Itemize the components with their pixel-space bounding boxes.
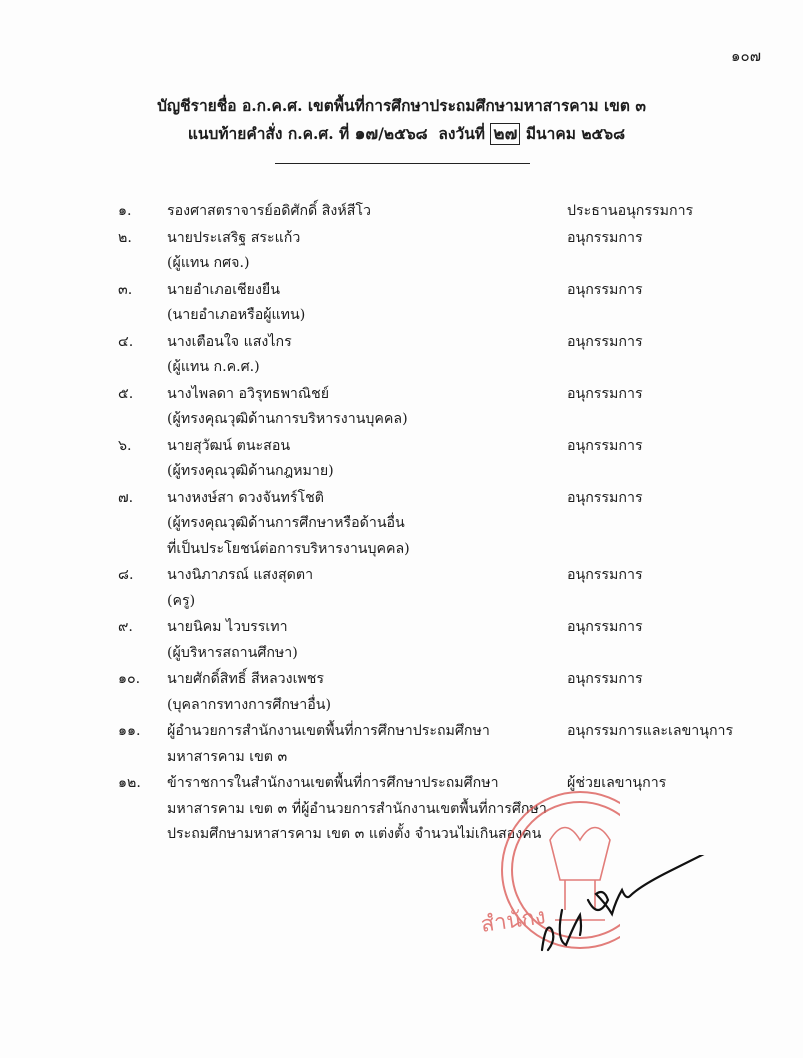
member-number: ๕. <box>118 385 134 402</box>
order-reference <box>0 120 803 148</box>
member-number: ๒. <box>118 229 132 246</box>
document-title: บัญชีรายชื่อ อ.ก.ค.ศ. เขตพื้นที่การศึกษาประถมศึกษามหาสารคาม เขต ๓ <box>157 96 646 115</box>
member-qualification: (ผู้แทน กศจ.) <box>167 255 250 271</box>
member-name: นายนิคม ไวบรรเทา <box>167 619 288 635</box>
member-item <box>0 199 803 225</box>
member-description <box>167 486 562 563</box>
member-description <box>167 667 562 718</box>
order-prefix: แนบท้ายคำสั่ง ก.ค.ศ. ที่ <box>187 124 350 143</box>
date-prefix: ลงวันที่ <box>438 124 486 143</box>
member-description <box>167 719 562 770</box>
member-name: ผู้อำนวยการสำนักงานเขตพื้นที่การศึกษาประถมศึกษา <box>167 723 490 739</box>
date-suffix: มีนาคม ๒๕๖๘ <box>525 124 626 143</box>
member-item <box>0 486 803 563</box>
member-name: นางนิภาภรณ์ แสงสุดตา <box>167 567 314 583</box>
member-role: อนุกรรมการ <box>567 281 643 298</box>
member-qualification: (ผู้ทรงคุณวุฒิด้านการบริหารงานบุคคล) <box>167 411 408 427</box>
member-role: อนุกรรมการและเลขานุการ <box>567 723 734 739</box>
member-item <box>0 771 803 848</box>
member-name: นายอำเภอเชียงยืน <box>167 281 280 298</box>
member-qualification: ที่เป็นประโยชน์ต่อการบริหารงานบุคคล) <box>167 540 410 557</box>
member-description <box>167 199 562 225</box>
member-role: อนุกรรมการ <box>567 333 643 350</box>
member-list <box>0 199 803 849</box>
member-qualification: (ผู้ทรงคุณวุฒิด้านการศึกษาหรือด้านอื่น <box>167 515 405 531</box>
member-number: ๑๒. <box>118 775 141 791</box>
seal-label: สำนักง <box>479 904 548 938</box>
member-name: นายประเสริฐ สระแก้ว <box>167 229 301 246</box>
member-description <box>167 382 562 433</box>
member-qualification: (บุคลากรทางการศึกษาอื่น) <box>167 696 331 713</box>
member-item <box>0 615 803 666</box>
member-role: อนุกรรมการ <box>567 671 643 687</box>
document-header <box>0 92 803 148</box>
member-item <box>0 667 803 718</box>
signature-icon <box>520 855 750 965</box>
member-role: อนุกรรมการ <box>567 619 643 635</box>
member-qualification: ประถมศึกษามหาสารคาม เขต ๓ แต่งตั้ง จำนวนไม่เกินสองคน <box>167 826 542 842</box>
member-qualification: (ผู้แทน ก.ค.ศ.) <box>167 359 260 375</box>
member-name: นายสุวัฒน์ ตนะสอน <box>167 437 291 454</box>
member-name: นางหงษ์สา ดวงจันทร์โชติ <box>167 489 324 506</box>
member-number: ๖. <box>118 437 132 454</box>
member-item <box>0 434 803 485</box>
member-description <box>167 226 562 277</box>
member-role: อนุกรรมการ <box>567 489 643 506</box>
member-role: อนุกรรมการ <box>567 229 643 246</box>
page-number: ๑๐๗ <box>731 47 761 65</box>
order-number: ๑๗ <box>354 124 379 144</box>
member-name: นางไพลดา อวิรุทธพาณิชย์ <box>167 385 330 402</box>
member-number: ๘. <box>118 567 134 583</box>
date-day: ๒๗ <box>490 123 520 145</box>
member-qualification: มหาสารคาม เขต ๓ ที่ผู้อำนวยการสำนักงานเขตพื้นที่การศึกษา <box>167 800 547 817</box>
order-year: /๒๕๖๘ <box>378 124 428 143</box>
member-qualification: (นายอำเภอหรือผู้แทน) <box>167 307 306 323</box>
member-description <box>167 278 562 329</box>
member-name: นายศักดิ์สิทธิ์ สีหลวงเพชร <box>167 671 325 687</box>
member-name: รองศาสตราจารย์อดิศักดิ์ สิงห์สีโว <box>167 203 371 219</box>
member-name: นางเตือนใจ แสงไกร <box>167 333 292 350</box>
member-role: อนุกรรมการ <box>567 567 643 583</box>
member-item <box>0 226 803 277</box>
member-number: ๑๐. <box>118 671 141 687</box>
member-number: ๔. <box>118 333 134 350</box>
member-qualification: (ครู) <box>167 592 196 609</box>
member-qualification: (ผู้บริหารสถานศึกษา) <box>167 644 298 661</box>
member-item <box>0 563 803 614</box>
member-qualification: (ผู้ทรงคุณวุฒิด้านกฎหมาย) <box>167 463 334 479</box>
member-number: ๓. <box>118 281 133 298</box>
member-number: ๑. <box>118 203 132 219</box>
member-item <box>0 330 803 381</box>
member-item <box>0 382 803 433</box>
member-role: อนุกรรมการ <box>567 385 643 402</box>
member-number: ๑๑. <box>118 723 141 739</box>
member-number: ๙. <box>118 619 133 635</box>
member-description <box>167 330 562 381</box>
member-qualification: มหาสารคาม เขต ๓ <box>167 748 288 765</box>
member-item <box>0 278 803 329</box>
member-number: ๗. <box>118 489 134 506</box>
header-divider <box>275 163 530 164</box>
member-item <box>0 719 803 770</box>
member-name: ข้าราชการในสำนักงานเขตพื้นที่การศึกษาประถมศึกษา <box>167 775 499 791</box>
member-role: ผู้ช่วยเลขานุการ <box>567 775 667 791</box>
member-description <box>167 434 562 485</box>
member-description <box>167 615 562 666</box>
member-role: ประธานอนุกรรมการ <box>567 203 694 219</box>
member-description <box>167 563 562 614</box>
member-role: อนุกรรมการ <box>567 437 643 454</box>
